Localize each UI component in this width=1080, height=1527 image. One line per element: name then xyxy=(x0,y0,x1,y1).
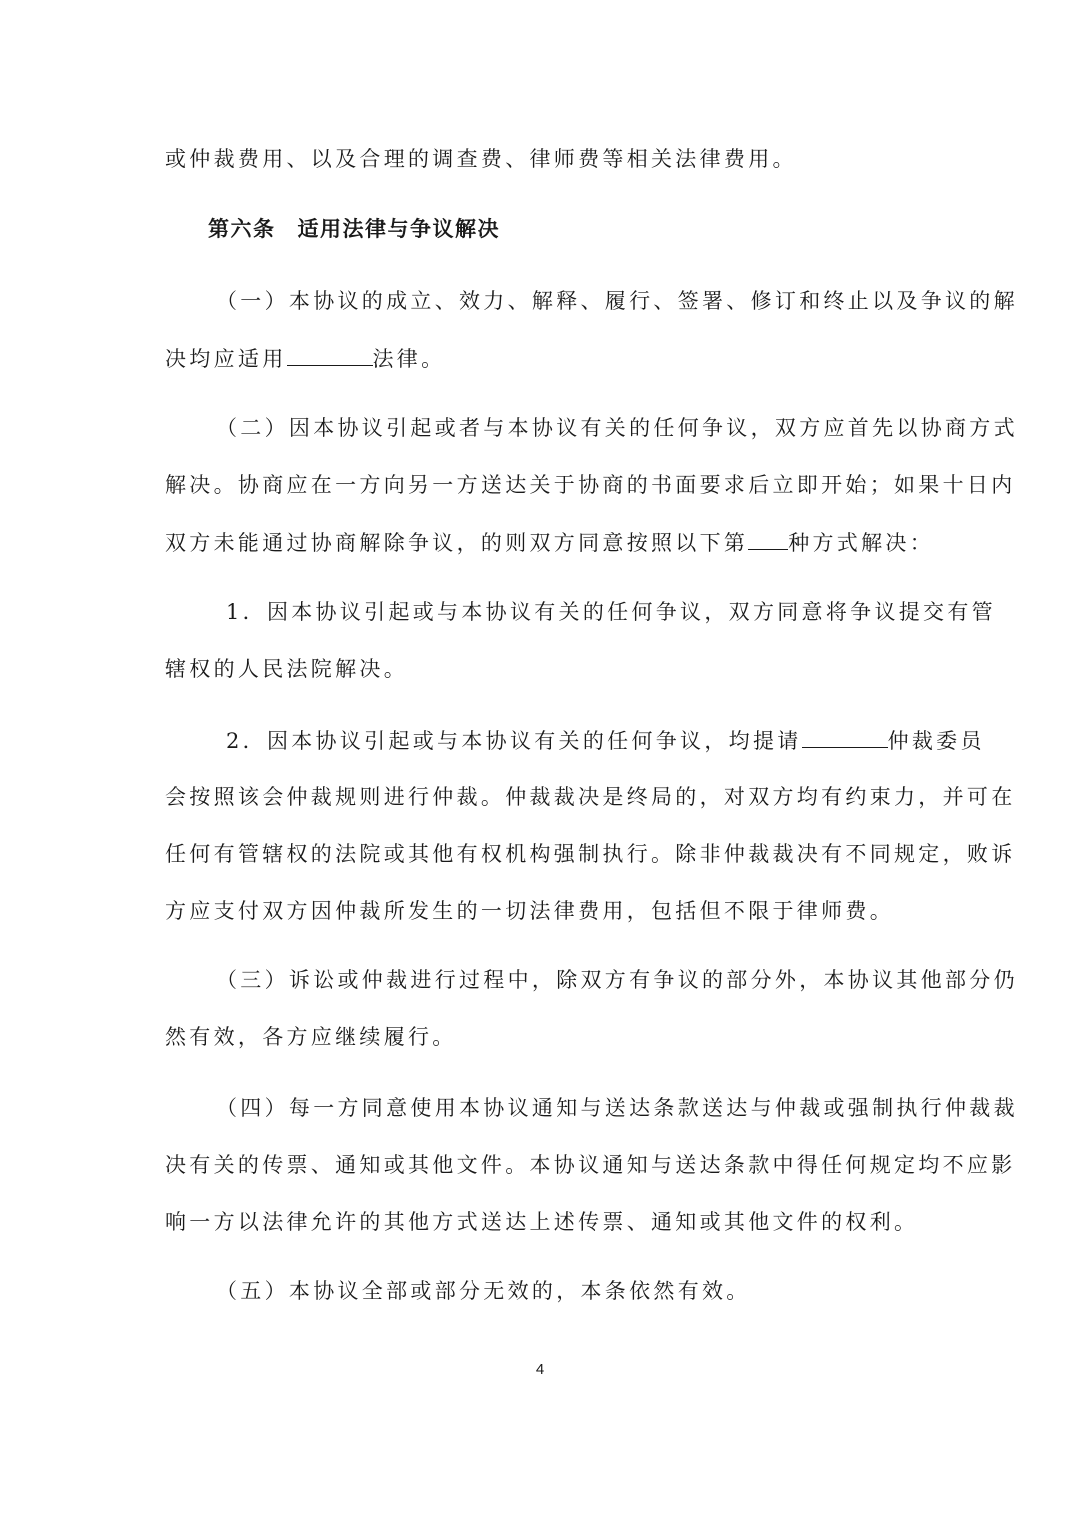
option2-line4: 方应支付双方因仲裁所发生的一切法律费用，包括但不限于律师费。 xyxy=(165,899,894,923)
option2-line3: 任何有管辖权的法院或其他有权机构强制执行。除非仲裁裁决有不同规定，败诉 xyxy=(165,842,1016,866)
article-heading xyxy=(208,214,500,244)
clause2-text-before-blank: 双方未能通过协商解除争议，的则双方同意按照以下第 xyxy=(165,531,749,555)
governing-law-blank xyxy=(287,343,373,366)
option2-line1 xyxy=(226,725,985,755)
method-choice-blank xyxy=(748,527,788,550)
clause4-line1: （四）每一方同意使用本协议通知与送达条款送达与仲裁或强制执行仲裁裁 xyxy=(216,1096,1018,1120)
clause2-line2: 解决。协商应在一方向另一方送达关于协商的书面要求后立即开始；如果十日内 xyxy=(165,473,1016,497)
option1-line2: 辖权的人民法院解决。 xyxy=(165,657,408,681)
option2-line2: 会按照该会仲裁规则进行仲裁。仲裁裁决是终局的，对双方均有约束力，并可在 xyxy=(165,785,1016,809)
option2-text-after-blank: 仲裁委员 xyxy=(887,729,985,753)
option2-text-before-blank: 2．因本协议引起或与本协议有关的任何争议，均提请 xyxy=(226,729,802,753)
clause4-line3: 响一方以法律允许的其他方式送达上述传票、通知或其他文件的权利。 xyxy=(165,1210,919,1234)
clause2-line3 xyxy=(165,527,935,557)
clause1-text-after-blank: 法律。 xyxy=(372,347,446,371)
option1-line1: 1．因本协议引起或与本协议有关的任何争议，双方同意将争议提交有管 xyxy=(226,600,996,624)
clause2-line1: （二）因本协议引起或者与本协议有关的任何争议，双方应首先以协商方式 xyxy=(216,416,1018,440)
clause1-line1: （一）本协议的成立、效力、解释、履行、签署、修订和终止以及争议的解 xyxy=(216,289,1018,313)
clause1-text-before-blank: 决均应适用 xyxy=(165,347,287,371)
clause1-line2 xyxy=(165,343,917,373)
clause3-line2: 然有效，各方应继续履行。 xyxy=(165,1025,457,1049)
clause4-line2: 决有关的传票、通知或其他文件。本协议通知与送达条款中得任何规定均不应影 xyxy=(165,1153,1016,1177)
article-title: 适用法律与争议解决 xyxy=(297,217,500,241)
article-number: 第六条 xyxy=(208,217,276,241)
clause5-line1: （五）本协议全部或部分无效的，本条依然有效。 xyxy=(216,1279,751,1303)
arbitration-commission-blank xyxy=(802,725,888,748)
page-number: 4 xyxy=(535,1361,545,1378)
clause2-text-after-blank: 种方式解决： xyxy=(788,531,935,555)
continuation-text: 或仲裁费用、以及合理的调查费、律师费等相关法律费用。 xyxy=(165,147,797,171)
clause3-line1: （三）诉讼或仲裁进行过程中，除双方有争议的部分外，本协议其他部分仍 xyxy=(216,968,1018,992)
